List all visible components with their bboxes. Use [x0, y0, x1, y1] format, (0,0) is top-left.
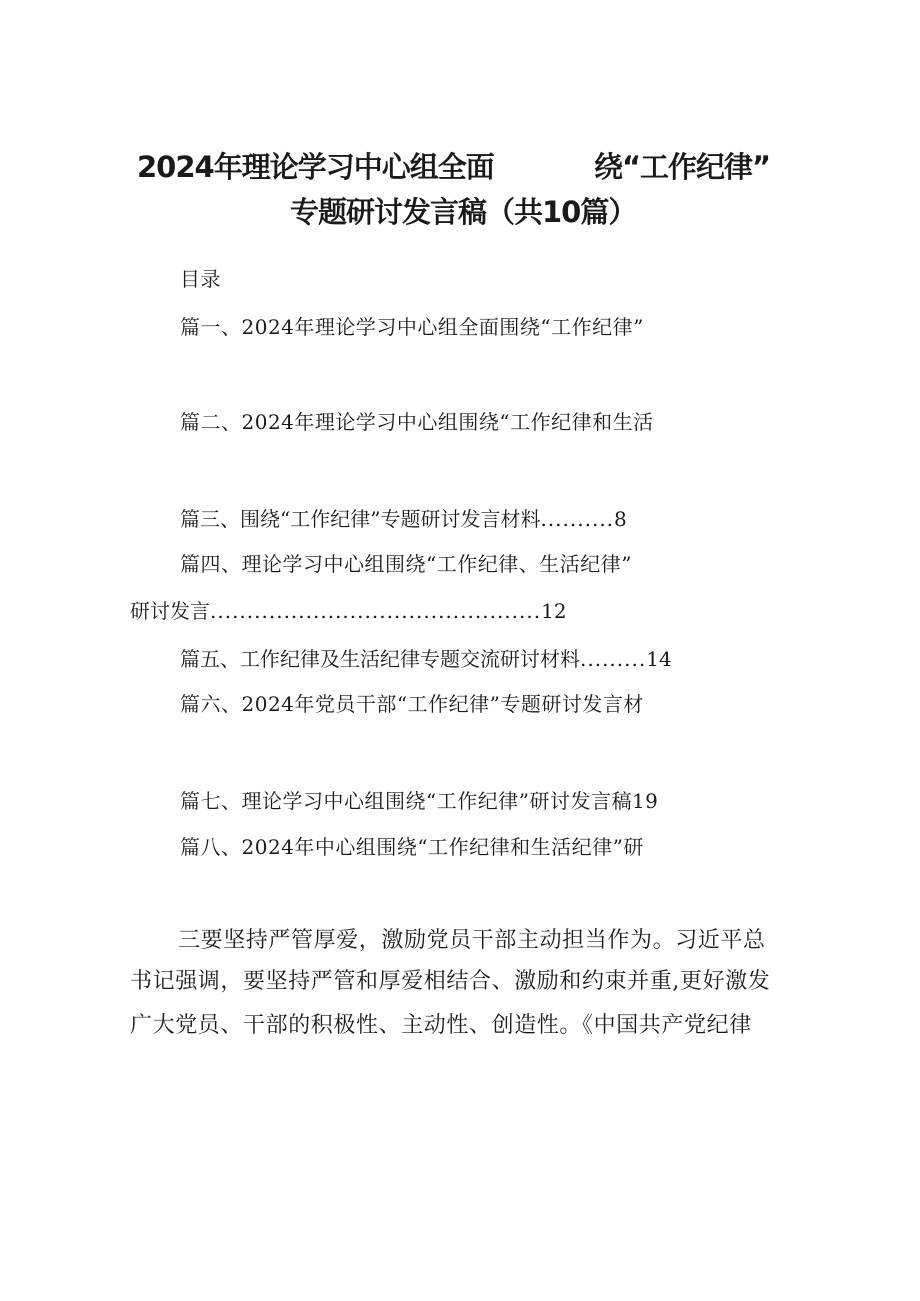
- toc-entry-6: 篇六、2024年党员干部“工作纪律”专题研讨发言材: [180, 692, 644, 716]
- toc-entry-4-cont-text: 研讨发言: [130, 599, 210, 623]
- body-paragraph-line-1: 三要坚持严管厚爱，激励党员干部主动担当作为。习近平总: [178, 928, 766, 953]
- toc-entry-5: [180, 645, 672, 673]
- toc-entry-4: 篇四、理论学习中心组围绕“工作纪律、生活纪律”: [180, 552, 632, 576]
- toc-entry-4-page: 12: [541, 599, 567, 623]
- toc-entry-4-leader: .............................................: [210, 599, 542, 623]
- toc-entry-3-leader: ..........: [540, 507, 615, 531]
- toc-entry-5-text: 篇五、工作纪律及生活纪律专题交流研讨材料: [180, 647, 580, 671]
- body-paragraph-line-2: 书记强调，要坚持严管和厚爱相结合、激励和约束并重,更好激发: [130, 969, 771, 994]
- toc-entry-3-text: 篇三、围绕“工作纪律”专题研讨发言材料: [180, 507, 541, 531]
- toc-entry-8: 篇八、2024年中心组围绕“工作纪律和生活纪律”研: [180, 835, 644, 859]
- toc-entry-5-page: 14: [646, 647, 672, 671]
- toc-entry-4-cont: [130, 597, 567, 625]
- toc-entry-5-leader: .........: [580, 647, 647, 671]
- toc-entry-7: 篇七、理论学习中心组围绕“工作纪律”研讨发言稿19: [180, 789, 659, 813]
- document-title-line2: 专题研讨发言稿（共10篇）: [290, 195, 637, 229]
- toc-heading: 目录: [180, 267, 221, 291]
- toc-entry-3: [180, 505, 627, 533]
- document-title-line1-part1: 2024年理论学习中心组全面: [137, 150, 494, 184]
- toc-entry-1: 篇一、2024年理论学习中心组全面围绕“工作纪律”: [180, 315, 644, 339]
- toc-entry-3-page: 8: [614, 507, 627, 531]
- document-title-line1-part2: 绕“工作纪律”: [594, 150, 771, 184]
- body-paragraph-line-3: 广大党员、干部的积极性、主动性、创造性。《中国共产党纪律: [130, 1013, 752, 1038]
- toc-entry-2: 篇二、2024年理论学习中心组围绕“工作纪律和生活: [180, 410, 654, 434]
